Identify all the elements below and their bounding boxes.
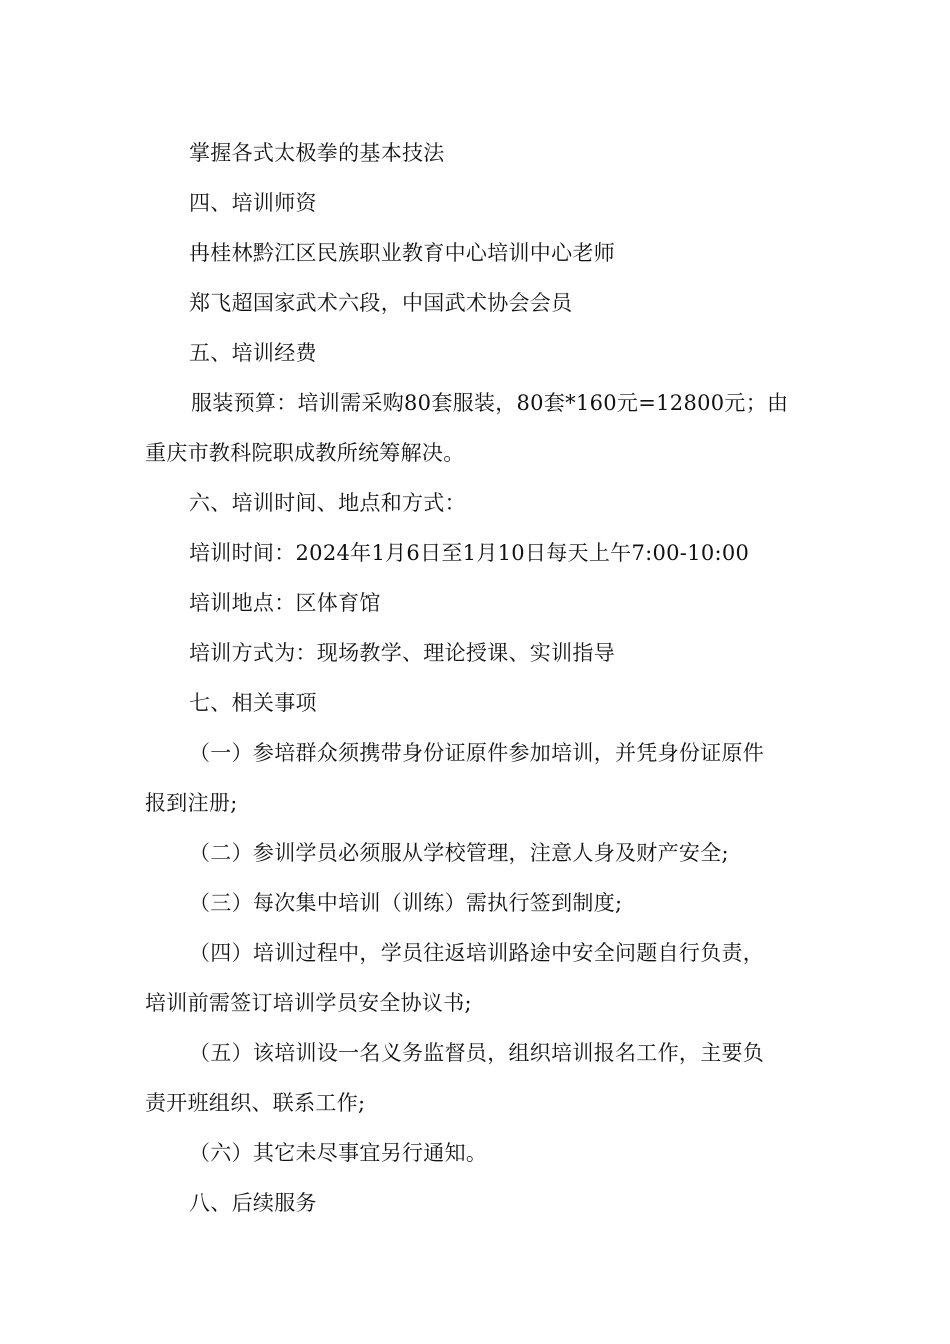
list-item: （三）每次集中培训（训练）需执行签到制度; (189, 891, 623, 915)
paragraph-line: 服装预算：培训需采购80套服装，80套*160元=12800元；由 (191, 391, 789, 415)
list-item: （四）培训过程中，学员往返培训路途中安全问题自行负责， (189, 941, 765, 965)
section-heading-matters: 七、相关事项 (189, 691, 317, 715)
paragraph-line: 冉桂林黔江区民族职业教育中心培训中心老师 (189, 241, 615, 265)
section-heading-faculty: 四、培训师资 (189, 191, 317, 215)
paragraph-line: 郑飞超国家武术六段，中国武术协会会员 (189, 291, 573, 315)
list-item-continued: 培训前需签订培训学员安全协议书; (145, 991, 472, 1015)
section-heading-followup: 八、后续服务 (189, 1191, 317, 1215)
paragraph-line: 培训方式为：现场教学、理论授课、实训指导 (189, 641, 615, 665)
paragraph-line: 培训时间：2024年1月6日至1月10日每天上午7:00-10:00 (189, 541, 750, 565)
list-item-continued: 报到注册; (145, 791, 238, 815)
section-heading-schedule: 六、培训时间、地点和方式： (189, 491, 466, 515)
paragraph-line-continued: 重庆市教科院职成教所统筹解决。 (145, 441, 465, 465)
list-item: （二）参训学员必须服从学校管理，注意人身及财产安全; (189, 841, 729, 865)
list-item: （六）其它未尽事宜另行通知。 (189, 1141, 488, 1165)
list-item-continued: 责开班组织、联系工作; (145, 1091, 366, 1115)
list-item: （五）该培训设一名义务监督员，组织培训报名工作，主要负 (189, 1041, 765, 1065)
section-heading-funding: 五、培训经费 (189, 341, 317, 365)
paragraph-line: 掌握各式太极拳的基本技法 (189, 141, 445, 165)
document-body (145, 128, 810, 1228)
list-item: （一）参培群众须携带身份证原件参加培训，并凭身份证原件 (189, 741, 765, 765)
paragraph-line: 培训地点：区体育馆 (189, 591, 381, 615)
